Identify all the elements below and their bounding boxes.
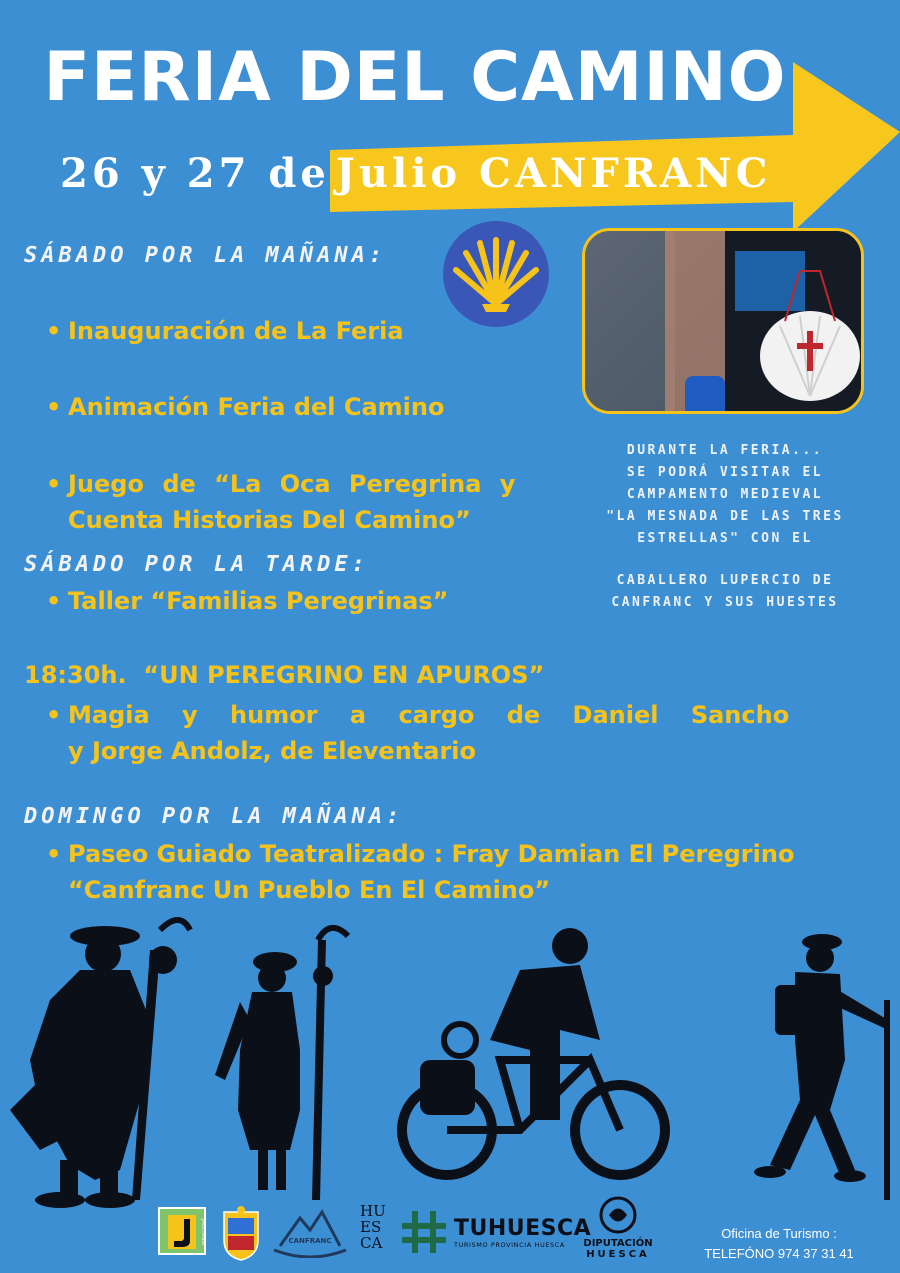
list-item: • Paseo Guiado Teatralizado : Fray Damian El Peregrino bbox=[46, 840, 795, 868]
sat-afternoon-heading: SÁBADO POR LA TARDE: bbox=[24, 552, 369, 577]
event-month-place: Julio CANFRANC bbox=[336, 150, 772, 197]
pilgrim-silhouette bbox=[215, 928, 348, 1200]
pilgrim-silhouette bbox=[10, 920, 190, 1208]
side-note: DURANTE LA FERIA... SE PODRÁ VISITAR EL CAMPAMENTO MEDIEVAL "LA MESNADA DE LAS TRES ESTRELLAS" CON EL CABALLERO LUPERCIO DE CANFRANC Y SUS HUESTES bbox=[606, 443, 844, 610]
list-item: • Magia y humor a cargo de Daniel Sancho bbox=[46, 701, 790, 729]
pilgrim-silhouettes bbox=[0, 910, 900, 1210]
list-item-continued: y Jorge Andolz, de Eleventario bbox=[68, 737, 476, 765]
cyclist-silhouette bbox=[402, 928, 665, 1175]
pilgrim-photo bbox=[582, 228, 864, 414]
tourism-contact: Oficina de Turismo : TELEFÓNO 974 37 31 41 bbox=[704, 1226, 854, 1261]
list-item: • Taller “Familias Peregrinas” bbox=[46, 587, 449, 615]
list-item: • Inauguración de La Feria bbox=[46, 317, 404, 345]
logo-canfranc bbox=[270, 1206, 350, 1258]
logo-diputacion: DIPUTACIÓN HUESCA bbox=[578, 1196, 658, 1260]
logo-jacetania bbox=[158, 1207, 206, 1255]
logo-text: JACETANIA bbox=[200, 1219, 206, 1246]
logo-text: CANFRANC bbox=[288, 1237, 332, 1245]
sat-morning-heading: SÁBADO POR LA MAÑANA: bbox=[24, 243, 387, 268]
logo-huesca-magia: HU ES CA bbox=[360, 1202, 386, 1252]
logo-tuhuesca: TUHUESCA TURISMO PROVINCIA HUESCA bbox=[454, 1216, 592, 1249]
list-item-continued: “Canfranc Un Pueblo En El Camino” bbox=[68, 876, 551, 904]
logo-tuhuesca-mark bbox=[402, 1211, 446, 1253]
show-heading: 18:30h. “UN PEREGRINO EN APUROS” bbox=[24, 661, 545, 689]
diputacion-emblem-icon bbox=[598, 1196, 638, 1234]
list-item: • Animación Feria del Camino bbox=[46, 393, 445, 421]
poster-title: FERIA DEL CAMINO bbox=[43, 38, 787, 117]
sun-morning-heading: DOMINGO POR LA MAÑANA: bbox=[24, 804, 404, 829]
logo-coat-of-arms bbox=[222, 1206, 260, 1262]
hiker-silhouette bbox=[754, 934, 890, 1200]
list-item: • Juego de “La Oca Peregrina y bbox=[46, 470, 516, 498]
list-item-continued: Cuenta Historias Del Camino” bbox=[68, 506, 471, 534]
arrow-banner bbox=[325, 62, 900, 232]
event-dates: 26 y 27 de bbox=[60, 150, 330, 197]
scallop-shell-icon bbox=[442, 220, 550, 328]
